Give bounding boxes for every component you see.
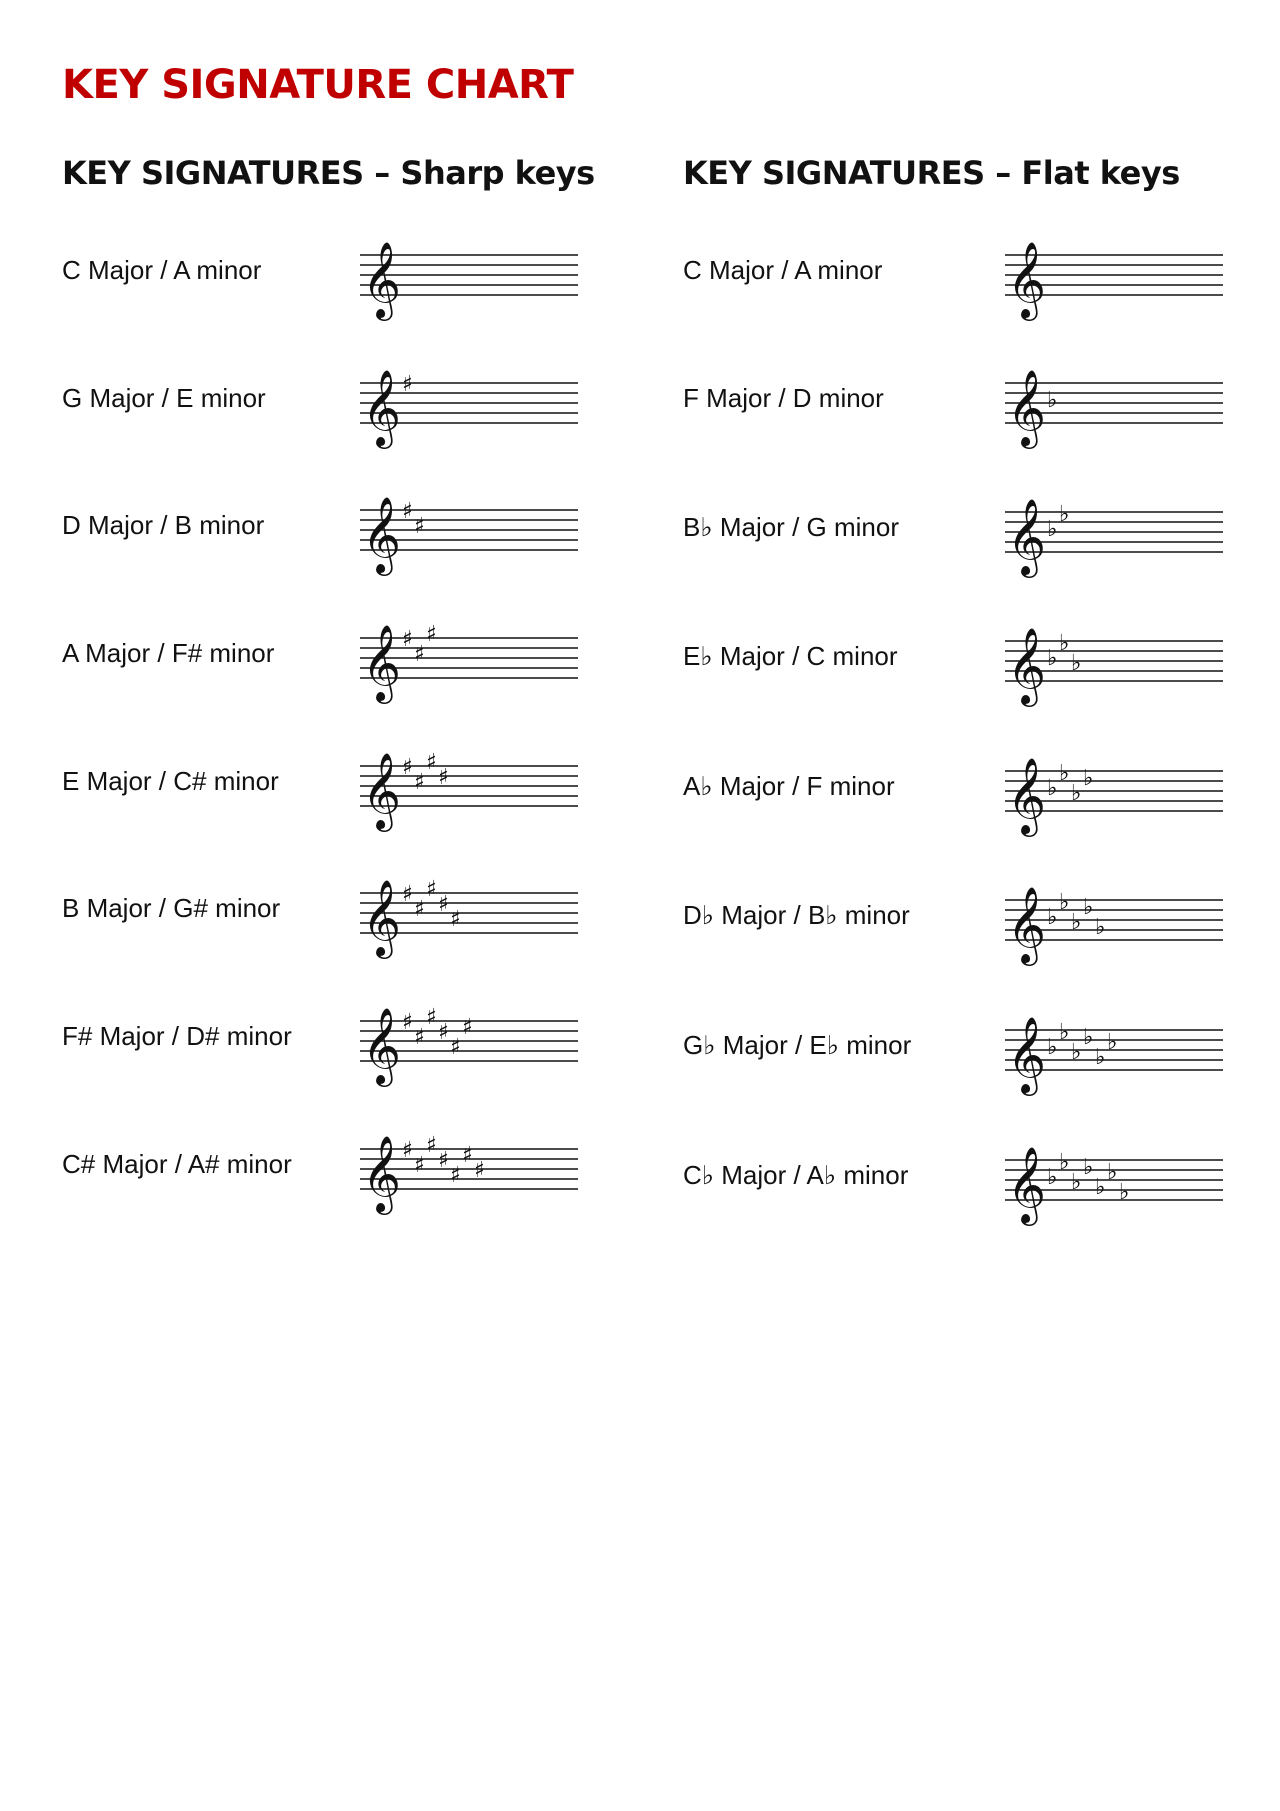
flat-key-row — [683, 875, 1223, 965]
key-label: E♭ Major / C minor — [683, 641, 898, 671]
key-label: E Major / C# minor — [62, 766, 279, 796]
key-signature-staff — [360, 741, 578, 831]
sharp-icon: ♯ — [414, 514, 425, 539]
sharp-key-row — [62, 868, 578, 958]
key-label: B♭ Major / G minor — [683, 512, 899, 542]
flat-icon: ♭ — [1047, 1035, 1058, 1060]
flat-icon: ♭ — [1047, 1165, 1058, 1190]
sharp-icon: ♯ — [426, 622, 437, 647]
flat-icon: ♭ — [1059, 631, 1070, 656]
key-signature-staff — [1005, 230, 1223, 320]
sharp-icon: ♯ — [438, 892, 449, 917]
sharp-icon: ♯ — [438, 1148, 449, 1173]
key-label: A♭ Major / F minor — [683, 771, 895, 801]
flat-icon: ♭ — [1083, 895, 1094, 920]
sharp-icon: ♯ — [414, 770, 425, 795]
flat-icon: ♭ — [1047, 517, 1058, 542]
sharp-icon: ♯ — [462, 1143, 473, 1168]
key-label: A Major / F# minor — [62, 638, 275, 668]
flat-icon: ♭ — [1071, 910, 1082, 935]
sharp-key-row — [62, 1124, 578, 1214]
flat-key-row — [683, 487, 1223, 577]
sharp-icon: ♯ — [450, 1163, 461, 1188]
key-label: G♭ Major / E♭ minor — [683, 1030, 912, 1060]
treble-clef-icon: 𝄞 — [1007, 757, 1047, 834]
treble-clef-icon: 𝄞 — [1007, 1146, 1047, 1223]
key-signature-staff — [1005, 746, 1223, 836]
sharp-icon: ♯ — [438, 765, 449, 790]
flat-icon: ♭ — [1047, 388, 1058, 413]
treble-clef-icon: 𝄞 — [362, 752, 402, 829]
sharp-icon: ♯ — [414, 1025, 425, 1050]
flat-key-row — [683, 1005, 1223, 1095]
flat-icon: ♭ — [1107, 1160, 1118, 1185]
key-signature-staff — [1005, 875, 1223, 965]
sharp-icon: ♯ — [402, 755, 413, 780]
flat-key-row — [683, 230, 1223, 320]
treble-clef-icon: 𝄞 — [362, 369, 402, 446]
sharp-icon: ♯ — [414, 642, 425, 667]
key-signature-staff — [360, 358, 578, 448]
treble-clef-icon: 𝄞 — [1007, 369, 1047, 446]
flat-icon: ♭ — [1119, 1180, 1130, 1205]
flat-icon: ♭ — [1083, 1025, 1094, 1050]
treble-clef-icon: 𝄞 — [1007, 886, 1047, 963]
sharp-icon: ♯ — [402, 372, 413, 397]
treble-clef-icon: 𝄞 — [1007, 627, 1047, 704]
sharp-key-row — [62, 996, 578, 1086]
key-signature-staff — [1005, 487, 1223, 577]
sharp-icon: ♯ — [450, 907, 461, 932]
flat-icon: ♭ — [1071, 781, 1082, 806]
sharp-key-row — [62, 613, 578, 703]
flat-icon: ♭ — [1047, 646, 1058, 671]
key-signature-staff — [360, 613, 578, 703]
flat-key-row — [683, 1135, 1223, 1225]
sharp-icon: ♯ — [426, 1005, 437, 1030]
sharp-keys-heading: KEY SIGNATURES – Sharp keys — [62, 154, 595, 192]
flat-icon: ♭ — [1095, 1045, 1106, 1070]
treble-clef-icon: 𝄞 — [362, 879, 402, 956]
key-label: C# Major / A# minor — [62, 1149, 292, 1179]
sharp-icon: ♯ — [462, 1015, 473, 1040]
key-signature-staff — [360, 485, 578, 575]
treble-clef-icon: 𝄞 — [1007, 498, 1047, 575]
flat-icon: ♭ — [1059, 890, 1070, 915]
key-label: D♭ Major / B♭ minor — [683, 900, 910, 930]
key-label: B Major / G# minor — [62, 893, 281, 923]
sharp-icon: ♯ — [450, 1035, 461, 1060]
treble-clef-icon: 𝄞 — [362, 1135, 402, 1212]
key-label: C♭ Major / A♭ minor — [683, 1160, 909, 1190]
sharp-icon: ♯ — [426, 877, 437, 902]
flat-icon: ♭ — [1071, 1040, 1082, 1065]
sharp-icon: ♯ — [402, 627, 413, 652]
sharp-icon: ♯ — [426, 750, 437, 775]
flat-key-row — [683, 616, 1223, 706]
flat-icon: ♭ — [1095, 1175, 1106, 1200]
treble-clef-icon: 𝄞 — [362, 1007, 402, 1084]
flat-icon: ♭ — [1107, 1030, 1118, 1055]
treble-clef-icon: 𝄞 — [1007, 1016, 1047, 1093]
key-label: G Major / E minor — [62, 383, 266, 413]
flat-icon: ♭ — [1059, 1020, 1070, 1045]
treble-clef-icon: 𝄞 — [362, 624, 402, 701]
sharp-icon: ♯ — [414, 1153, 425, 1178]
key-label: C Major / A minor — [683, 255, 883, 285]
page-title: KEY SIGNATURE CHART — [62, 62, 574, 108]
flat-icon: ♭ — [1059, 502, 1070, 527]
treble-clef-icon: 𝄞 — [362, 241, 402, 318]
sharp-icon: ♯ — [402, 1010, 413, 1035]
key-signature-staff — [1005, 1135, 1223, 1225]
key-signature-staff — [360, 868, 578, 958]
sharp-key-row — [62, 230, 578, 320]
key-label: C Major / A minor — [62, 255, 262, 285]
sharp-key-row — [62, 358, 578, 448]
flat-icon: ♭ — [1095, 915, 1106, 940]
flat-icon: ♭ — [1059, 761, 1070, 786]
key-signature-staff — [360, 1124, 578, 1214]
flat-icon: ♭ — [1083, 1155, 1094, 1180]
key-signature-staff — [1005, 1005, 1223, 1095]
flat-icon: ♭ — [1047, 776, 1058, 801]
key-signature-staff — [360, 230, 578, 320]
sharp-key-row — [62, 741, 578, 831]
flat-keys-heading: KEY SIGNATURES – Flat keys — [683, 154, 1180, 192]
sharp-icon: ♯ — [402, 1138, 413, 1163]
treble-clef-icon: 𝄞 — [1007, 241, 1047, 318]
flat-icon: ♭ — [1047, 905, 1058, 930]
sharp-icon: ♯ — [402, 499, 413, 524]
sharp-key-row — [62, 485, 578, 575]
key-label: D Major / B minor — [62, 510, 265, 540]
sharp-icon: ♯ — [414, 897, 425, 922]
key-label: F Major / D minor — [683, 383, 884, 413]
sharp-icon: ♯ — [438, 1020, 449, 1045]
sharp-icon: ♯ — [426, 1133, 437, 1158]
flat-icon: ♭ — [1071, 651, 1082, 676]
flat-key-row — [683, 358, 1223, 448]
flat-key-row — [683, 746, 1223, 836]
key-signature-staff — [360, 996, 578, 1086]
sharp-icon: ♯ — [474, 1158, 485, 1183]
flat-icon: ♭ — [1071, 1170, 1082, 1195]
key-signature-staff — [1005, 358, 1223, 448]
key-label: F# Major / D# minor — [62, 1021, 292, 1051]
flat-icon: ♭ — [1059, 1150, 1070, 1175]
key-signature-staff — [1005, 616, 1223, 706]
sharp-icon: ♯ — [402, 882, 413, 907]
flat-icon: ♭ — [1083, 766, 1094, 791]
treble-clef-icon: 𝄞 — [362, 496, 402, 573]
